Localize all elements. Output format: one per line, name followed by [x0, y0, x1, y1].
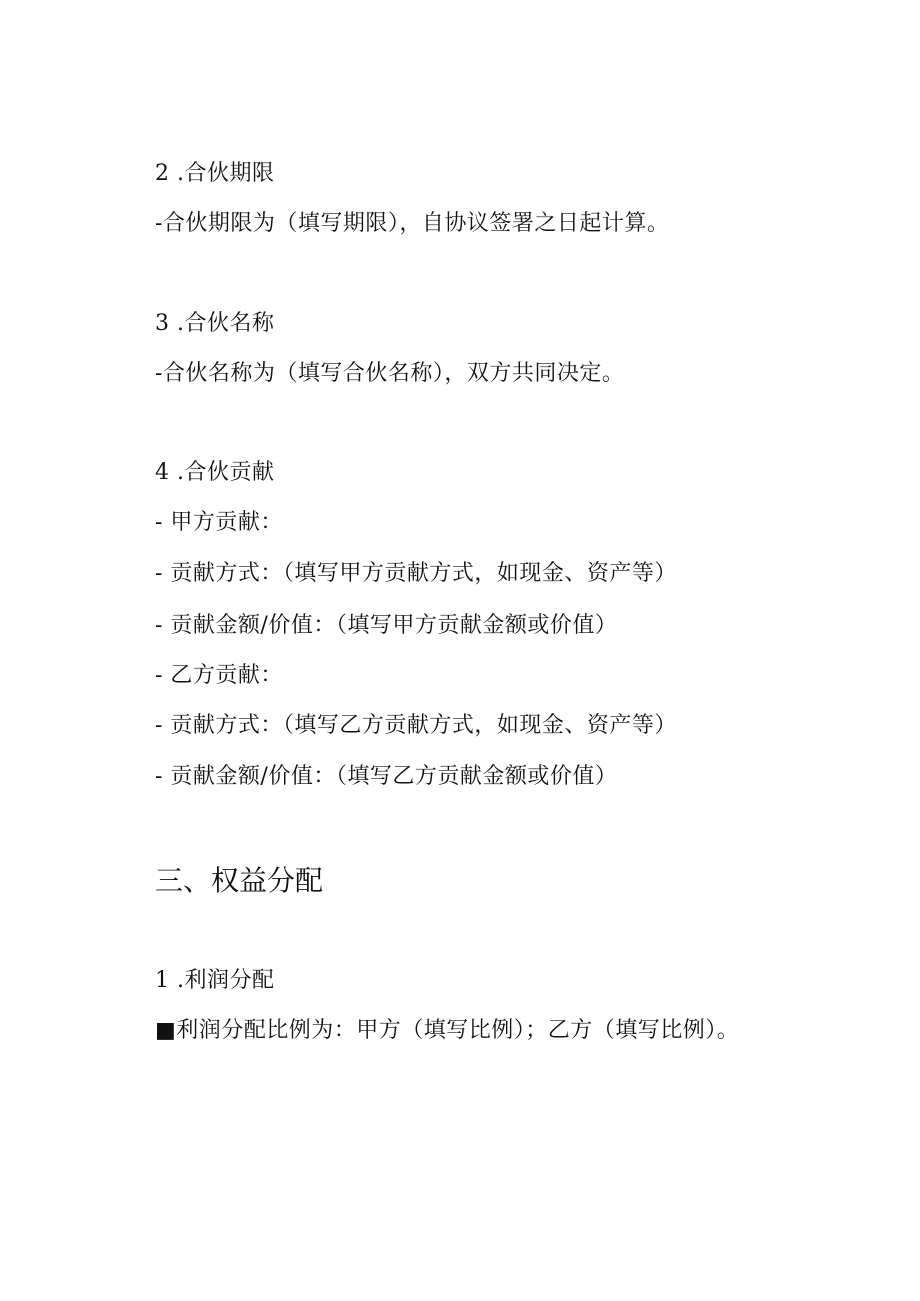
chapter-3-section-1-title: 1 .利润分配	[155, 968, 275, 993]
chapter-3-section-1-line-1: ■利润分配比例为：甲方（填写比例）；乙方（填写比例）。	[155, 1018, 740, 1043]
section-4-line-1: - 甲方贡献：	[155, 510, 283, 535]
section-4-line-4: - 乙方贡献：	[155, 663, 283, 688]
section-4-line-2: - 贡献方式：（填写甲方贡献方式，如现金、资产等）	[155, 561, 677, 586]
section-3-title: 3 .合伙名称	[155, 311, 275, 336]
section-2-line-1: -合伙期限为（填写期限），自协议签署之日起计算。	[155, 211, 670, 236]
section-4-line-5: - 贡献方式：（填写乙方贡献方式，如现金、资产等）	[155, 713, 677, 738]
section-4-line-6: - 贡献金额/价值：（填写乙方贡献金额或价值）	[155, 764, 618, 789]
section-4-title: 4 .合伙贡献	[155, 460, 275, 485]
section-3-line-1: -合伙名称为（填写合伙名称），双方共同决定。	[155, 361, 625, 386]
section-2-title: 2 .合伙期限	[155, 161, 275, 186]
chapter-3-heading: 三、权益分配	[155, 864, 324, 897]
section-4-line-3: - 贡献金额/价值：（填写甲方贡献金额或价值）	[155, 613, 618, 638]
